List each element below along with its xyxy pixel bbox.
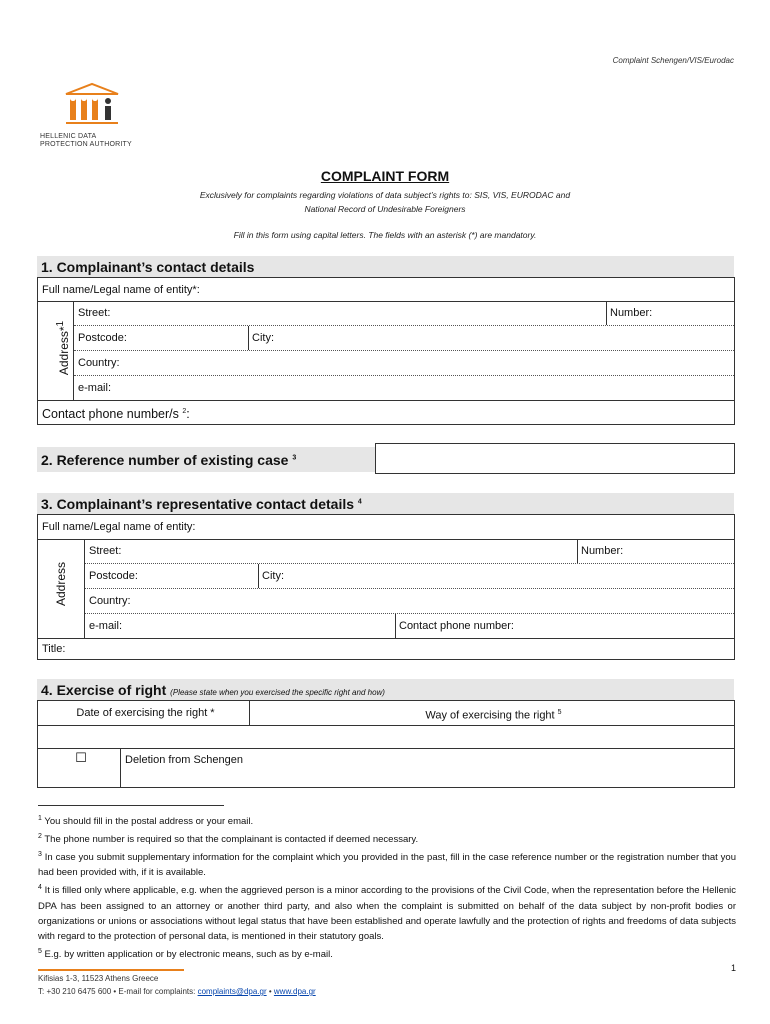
section-4-heading — [37, 679, 734, 700]
rep-email-field[interactable] — [85, 614, 395, 638]
way-column-header: Way of exercising the right $^5$ — [425, 709, 562, 722]
page-number: 1 — [730, 963, 736, 973]
rep-address-label: Address — [54, 561, 68, 607]
hdpa-logo — [40, 82, 150, 149]
form-subtitle-2: National Record of Undesirable Foreigners — [304, 204, 466, 214]
complainant-full-name-field[interactable] — [38, 278, 734, 302]
phone-field[interactable]: Contact phone number/s $^2$: — [42, 407, 190, 422]
footer-accent-line — [38, 969, 184, 971]
reference-number-input[interactable] — [375, 443, 735, 474]
rep-street-label: Street: — [89, 545, 122, 557]
representative-full-name-field[interactable] — [38, 515, 734, 539]
footnotes — [38, 811, 736, 962]
hdpa-emblem-icon — [62, 82, 122, 126]
website-link[interactable]: www.dpa.gr — [273, 987, 316, 996]
rep-country-field[interactable] — [85, 589, 734, 613]
section-4-table — [37, 700, 735, 788]
street-field[interactable] — [74, 301, 606, 325]
city-label: City: — [252, 332, 274, 344]
deletion-option-label: Deletion from Schengen — [125, 754, 244, 766]
rep-street-field[interactable] — [85, 539, 577, 563]
number-field[interactable] — [606, 301, 734, 325]
section-1-title: 1. Complainant’s contact details — [41, 259, 255, 275]
document-reference: Complaint Schengen/VIS/Eurodac — [612, 56, 734, 65]
logo-text: HELLENIC DATA PROTECTION AUTHORITY — [40, 133, 132, 148]
email-field[interactable] — [74, 376, 734, 400]
rep-title-label: Title: — [42, 643, 66, 655]
footer-phone: T: +30 210 6475 600 • E-mail for complaints: — [38, 987, 196, 996]
section-1-table — [37, 277, 735, 425]
postcode-field[interactable] — [74, 326, 248, 350]
email-label: e-mail: — [78, 382, 112, 394]
section-3-title: 3. Complainant’s representative contact details — [41, 496, 355, 512]
rep-country-label: Country: — [89, 595, 131, 607]
country-label: Country: — [78, 357, 120, 369]
rep-email-label: e-mail: — [89, 620, 123, 632]
number-label: Number: — [610, 307, 653, 319]
section-4-title: 4. Exercise of right — [41, 682, 167, 698]
date-column-header: Date of exercising the right * — [76, 707, 215, 719]
section-2-title: 2. Reference number of existing case — [41, 452, 289, 468]
rep-postcode-label: Postcode: — [89, 570, 138, 582]
footnote-2: $^2$ The phone number is required so that the complainant is contacted if deemed necessary. — [38, 833, 419, 846]
footer-contact: T: +30 210 6475 600 • E-mail for complaints: complaints@dpa.gr • www.dpa.gr — [38, 987, 316, 996]
country-field[interactable] — [74, 351, 734, 375]
rep-city-field[interactable] — [258, 564, 734, 588]
footnote-1: $^1$ You should fill in the postal address or your email. — [38, 815, 254, 828]
footnote-4: $^4$ It is filled only where applicable, e.g. when the aggrieved person is a minor according to the provisions of the Civil Code, when the representation before the Hellenic DPA has been assigned to an attorney or another third party, and also when the complaint is submitted on behalf of the data subject by non-profit bodies or organizations or unions or associations without legal status that have been established and operate lawfully and the protection of rights and freedoms of data subjects with regard to the protection of personal data, is mentioned in their statutory goals. — [38, 884, 736, 942]
section-4-note: (Please state when you exercised the specific right and how) — [170, 688, 385, 697]
full-name-label: Full name/Legal name of entity*: — [42, 284, 200, 296]
rep-number-field[interactable] — [577, 539, 734, 563]
form-subtitle-1: Exclusively for complaints regarding violations of data subject’s rights to: SIS, VIS, EURODAC and — [199, 190, 571, 200]
deletion-checkbox[interactable]: ☐ — [75, 750, 87, 765]
footnote-separator — [38, 805, 224, 806]
rep-phone-label: Contact phone number: — [399, 620, 514, 632]
footnote-5: $^5$ E.g. by written application or by electronic means, such as by e-mail. — [38, 947, 333, 960]
section-1-heading — [37, 256, 734, 277]
form-title: COMPLAINT FORM — [320, 168, 450, 184]
phone-label: Contact phone number/s — [42, 407, 179, 422]
city-field[interactable] — [248, 326, 734, 350]
rep-phone-field[interactable] — [395, 614, 734, 638]
footer-address: Kifisias 1-3, 11523 Athens Greece — [38, 974, 159, 983]
address-label: Address*$^1$ — [55, 320, 71, 376]
footnote-3: $^3$ In case you submit supplementary information for the complaint which you provided in the past, fill in the case reference number or the registration number that you had been provided with, if it is available. — [38, 851, 737, 879]
rep-full-name-label: Full name/Legal name of entity: — [42, 521, 196, 533]
rep-postcode-field[interactable] — [85, 564, 258, 588]
complaints-email-link[interactable]: complaints@dpa.gr — [197, 987, 267, 996]
rep-title-field[interactable] — [38, 637, 734, 661]
form-instruction: Fill in this form using capital letters. The fields with an asterisk (*) are mandatory. — [233, 230, 537, 240]
rep-city-label: City: — [262, 570, 284, 582]
postcode-label: Postcode: — [78, 332, 127, 344]
exercise-date-input-row[interactable] — [38, 725, 734, 748]
rep-number-label: Number: — [581, 545, 624, 557]
street-label: Street: — [78, 307, 111, 319]
section-2-heading: 2. Reference number of existing case $^3$ — [37, 447, 375, 472]
section-3-heading: 3. Complainant’s representative contact details $^4$ — [37, 493, 734, 514]
section-3-table — [37, 514, 735, 660]
